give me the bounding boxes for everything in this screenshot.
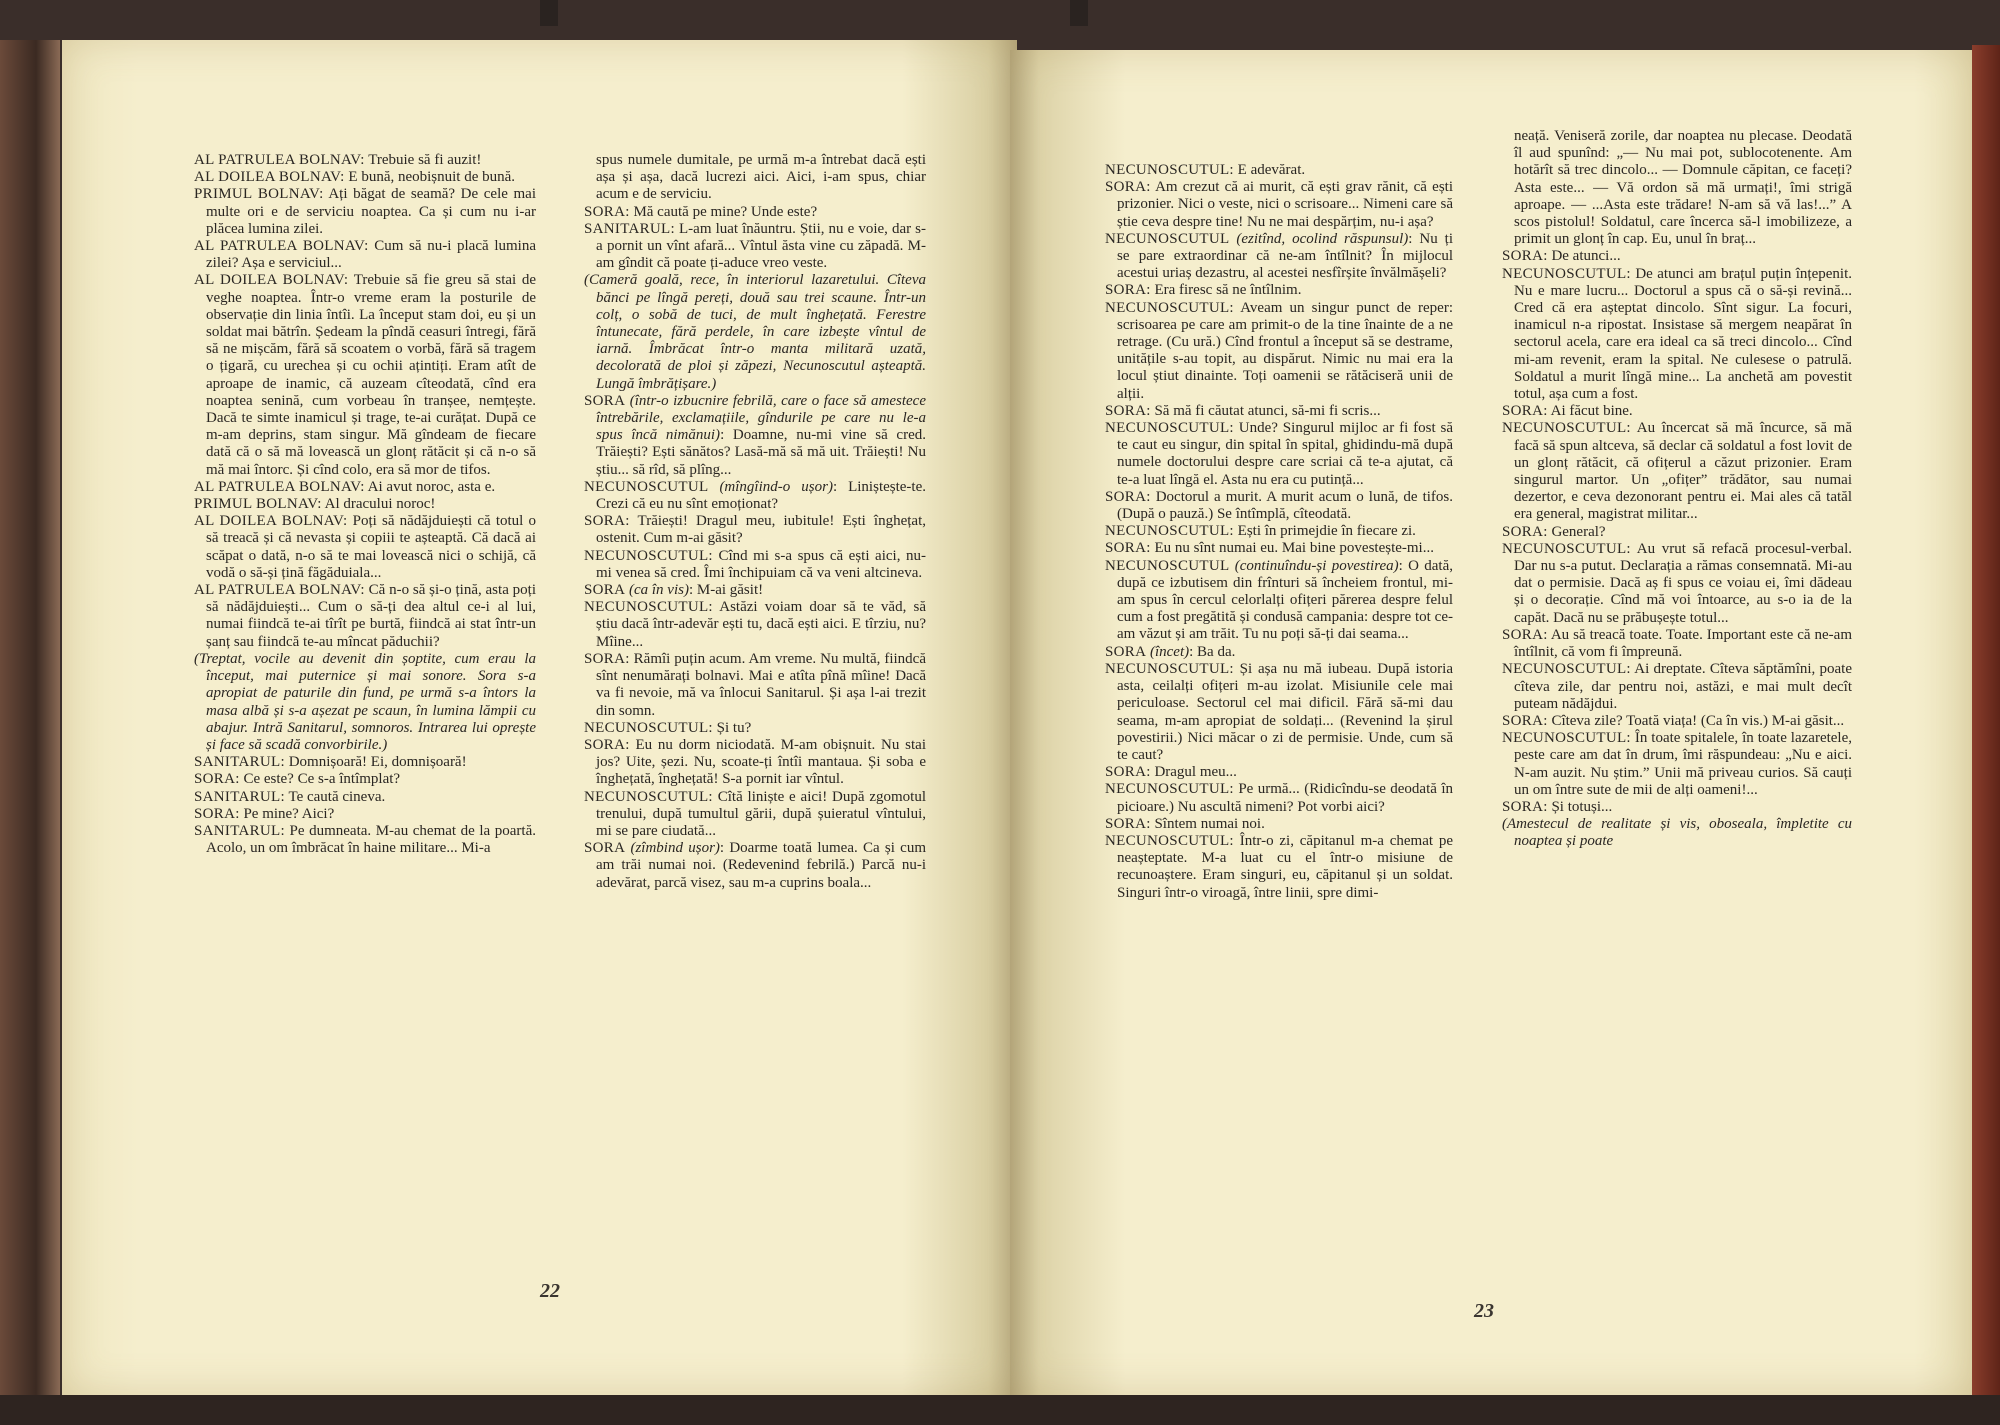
dialogue-line [1105,179,1453,231]
dialogue-text: Te caută cineva. [284,788,386,805]
dialogue-text: Și tu? [712,719,752,736]
speaker-name: SORA: [1502,403,1548,420]
dialogue-line [1105,489,1453,523]
bookmark-ribbon-right [1070,0,1088,26]
speaker-name: SANITARUL: [194,754,285,771]
dialogue-text: : Doamne, nu-mi vine să cred. Trăiești? Ești sănătos? Lasă-mă să mă uit. Trăiești! Nu știu... să rîd, să plîng... [596,427,926,478]
dialogue-line [1105,661,1453,764]
stage-direction: (Cameră goală, rece, în interiorul lazaretului. Cîteva bănci pe lîngă pereți, două sau trei scaune. Într-un colț, o sobă de tuci, de mult înghețată. Ferestre întunecate, fără perdele, în care izbește vîntul de iarnă. Îmbrăcat într-o manta militară uzată, decolorată de ploi și zăpezi, Necunoscutul așteaptă. Lungă îmbrățișare.) [584,272,926,392]
dialogue-text: E adevărat. [1233,162,1306,178]
dialogue-text: Ai dreptate. Cîteva săptămîni, poate cîteva zile, dar pentru noi, astăzi, e mai mult decît puteam nădăjdui. [1514,661,1852,712]
dialogue-line [1502,713,1852,730]
dialogue-line [1502,627,1852,661]
book-cover-left-edge [0,40,60,1425]
dialogue-line [584,599,926,651]
dialogue-text: Cîteva zile? Toată viața! (Ca în vis.) M-ai găsit... [1547,712,1845,729]
book-bottom-edge [0,1395,2000,1425]
dialogue-text: Trebuie să fie greu să stai de veghe noaptea. Într-o vreme eram la posturile de observație din linia întîi. La început stam doi, eu și un soldat mai bătrîn. Ședeam la pîndă ceasuri întregi, fără să ne mișcăm, fără să scoatem o vorbă, fără să tragem o țigară, cu urechea și cu ochii ațintiți. Eram atît de aproape de inamic, că auzeam cîteodată, cînd era noaptea senină, cum vorbeau în tranșee, nemțește. Dacă te simte inamicul și trage, te-ai curățat. După ce m-am deprins, stam singur. Mă gîndeam de fiecare dată că o să mă lovească un glonț rătăcit și că n-o să mă mai întorc. Și cînd colo, era să mor de tifos. [206,272,536,478]
bookmark-ribbon-left [540,0,558,26]
speaker-name: AL PATRULEA BOLNAV: [194,152,365,168]
speaker-name: SORA: [1105,540,1151,557]
dialogue-line [1105,523,1453,540]
speaker-name: NECUNOSCUTUL: [1105,832,1234,849]
dialogue-line [584,651,926,720]
speaker-name: SORA: [1105,488,1151,505]
dialogue-line [584,221,926,273]
dialogue-line [1105,781,1453,815]
dialogue-line [1105,558,1453,644]
dialogue-text: Domnișoară! Ei, domnișoară! [284,754,467,771]
dialogue-text: Ce este? Ce s-a întîmplat? [239,771,401,788]
speaker-name: SORA: [584,650,630,667]
stage-direction: (Treptat, vocile au devenit din șoptite, cum erau la început, mai puternice și mai sonore. Sora s-a apropiat de paturile din fund, pe urmă s-a întors la masa albă și s-a așezat pe scaun, în lumina lămpii cu abajur. Intră Sanitarul, somnoros. Intrarea lui oprește și face să scadă convorbirile.) [194,650,536,753]
inline-stage-direction: (ca în vis) [625,582,689,599]
book-cover-right-edge [1972,45,2000,1425]
dialogue-text: Trăiești! Dragul meu, iubitule! Ești înghețat, ostenit. Cum m-ai găsit? [596,513,926,547]
dialogue-text: : Liniștește-te. Crezi că eu nu sînt emoționat? [596,478,926,513]
inline-stage-direction: (încet) [1146,643,1190,660]
dialogue-text: Eu nu dorm niciodată. M-am obișnuit. Nu stai jos? Uite, șezi. Nu, scoate-ți întîi mantaua. Și soba e înghețată, înghețată! S-a pornit iar vîntul. [596,736,926,788]
dialogue-line [1105,300,1453,403]
dialogue-line [194,238,536,272]
dialogue-text: În toate spitalele, în toate lazaretele, peste care am dat în drum, îmi răspundeau: „Nu e aici. N-am auzit. Nu știm.” Unii mă priveau curios. Să cauți un om între sute de mii de alți oameni!... [1514,730,1852,798]
dialogue-text: : Ba da. [1189,643,1236,660]
dialogue-text: Cînd mi s-a spus că ești aici, nu-mi venea să cred. Îmi închipuiam că va veni altcineva. [596,547,926,581]
dialogue-text: Cum să nu-i placă lumina zilei? Așa e serviciul... [206,238,536,272]
speaker-name: SORA: [1502,712,1548,729]
dialogue-text: Cîtă liniște e aici! După zgomotul trenului, după tumultul gării, după șuieratul vîntului, mi se pare ciudată... [596,788,926,839]
speaker-name: SORA: [1105,764,1151,781]
speaker-name: AL PATRULEA BOLNAV: [194,238,369,255]
speaker-name: SANITARUL: [584,220,675,237]
inline-stage-direction: (într-o izbucnire febrilă, care o face să amestece întrebările, exclamațiile, gîndurile pe care nu le-a spus încă nimănui) [596,392,926,444]
speaker-name: SANITARUL: [194,788,285,805]
speaker-name: AL DOILEA BOLNAV: [194,513,348,530]
speaker-name: SANITARUL: [194,822,285,839]
speaker-name: SORA: [1502,798,1548,815]
dialogue-line [1502,799,1852,816]
dialogue-line [194,272,536,478]
dialogue-text: E bună, neobișnuit de bună. [344,169,516,186]
speaker-name: NECUNOSCUTUL: [1502,540,1631,557]
speaker-name: NECUNOSCUTUL: [1502,420,1631,437]
speaker-name: SORA [584,392,626,409]
dialogue-text: Doctorul a murit. A murit acum o lună, de tifos. (După o pauză.) Se întîmplă, cîteodată. [1117,488,1453,523]
inline-stage-direction: (mîngîind-o ușor) [708,478,833,495]
right-page-column-2 [1502,128,1852,851]
speaker-name: SORA: [194,771,240,788]
dialogue-text: General? [1547,523,1606,540]
dialogue-line [194,479,536,496]
speaker-name: NECUNOSCUTUL [584,478,709,495]
dialogue-text: Unde? Singurul mijloc ar fi fost să te caut eu singur, din spital în spital, ghidindu-mă după numele doctorului despre care scriai că te-a ajutat, că te-a luat lîngă el. Asta nu era cu putință... [1117,420,1453,488]
dialogue-line [1105,540,1453,557]
dialogue-text: : Doarme toată lumea. Ca și cum am trăi numai noi. (Redevenind febrilă.) Parcă nu-i adevărat, parcă visez, sau m-a cuprins boala... [596,840,927,891]
inline-stage-direction: (ezitînd, ocolind răspunsul) [1229,230,1409,247]
speaker-name: AL DOILEA BOLNAV: [194,169,345,186]
speaker-name: NECUNOSCUTUL: [1502,661,1631,678]
dialogue-line [194,754,536,771]
speaker-name: NECUNOSCUTUL: [584,719,713,736]
dialogue-text: : M-ai găsit! [688,582,764,599]
dialogue-line [584,393,926,479]
dialogue-line [194,823,536,857]
dialogue-text: L-am luat înăuntru. Știi, nu e voie, dar s-a pornit un vînt afară... Vîntul ăsta vine cu zăpadă. M-am gîndit că poate ți-aduce vreo veste. [596,220,926,272]
dialogue-line [1105,403,1453,420]
dialogue-line [194,496,536,513]
dialogue-line [584,582,926,599]
dialogue-line [584,479,926,513]
dialogue-text: Ai avut noroc, asta e. [364,478,496,495]
dialogue-line [1502,541,1852,627]
dialogue-line [1105,231,1453,283]
dialogue-line [194,152,536,169]
dialogue-line [1502,266,1852,404]
speaker-name: SORA: [584,203,630,220]
dialogue-text: Sîntem numai noi. [1150,815,1265,832]
speaker-name: NECUNOSCUTUL: [1105,660,1234,677]
dialogue-line [194,771,536,788]
dialogue-text: Dragul meu... [1150,764,1237,781]
dialogue-text: Aveam un singur punct de reper: scrisoarea pe care am primit-o de la tine înainte de a ne retrage. (Cu ură.) Cînd frontul a început să se destrame, unitățile s-au topit, au dispărut. Nimic nu mai era la locul știut dinainte. Toți oamenii se rătăciseră unii de alții. [1117,299,1453,402]
speaker-name: NECUNOSCUTUL: [1502,730,1631,747]
speaker-name: SORA: [194,805,240,822]
dialogue-text: De atunci... [1547,248,1621,265]
dialogue-line [1502,524,1852,541]
speaker-name: SORA: [1502,626,1548,643]
dialogue-text: Ai făcut bine. [1547,403,1633,420]
dialogue-text: Pe urmă... (Ridicîndu-se deodată în picioare.) Nu ascultă nimeni? Pot vorbi aici? [1117,781,1453,815]
speaker-name: PRIMUL BOLNAV: [194,496,322,513]
speaker-name: NECUNOSCUTUL: [1105,299,1234,316]
dialogue-text: : Nu ți se pare extraordinar că ne-am întîlnit? În mijlocul acestui uriaș dezastru, al acestei nesfîrșite învălmășeli? [1117,230,1453,282]
speaker-name: NECUNOSCUTUL: [584,788,713,805]
right-page-column-1 [1105,162,1453,902]
dialogue-line [1105,764,1453,781]
page-number-right: 23 [1474,1300,1494,1322]
dialogue-line [194,186,536,238]
left-page-column-1 [194,152,536,857]
dialogue-line [1502,661,1852,713]
speaker-name: NECUNOSCUTUL: [584,547,713,564]
dialogue-line [584,789,926,841]
dialogue-line [584,840,926,892]
speaker-name: NECUNOSCUTUL: [1105,781,1234,798]
right-page [1010,50,1972,1395]
dialogue-line [1105,833,1453,902]
dialogue-text: Pe dumneata. M-au chemat de la poartă. Acolo, un om îmbrăcat în haine militare... Mi-a [206,822,536,857]
dialogue-text: Au să treacă toate. Toate. Important este că ne-am întîlnit, că vom fi împreună. [1514,626,1852,661]
speaker-name: SORA: [1105,402,1151,419]
speaker-name: SORA: [1502,523,1548,540]
dialogue-text: Era firesc să ne întîlnim. [1150,282,1302,299]
dialogue-text: Ești în primejdie în fiecare zi. [1233,523,1416,540]
stage-direction: (Amestecul de realitate și vis, oboseala, împletite cu noaptea și poate [1502,816,1852,850]
dialogue-text: Astăzi voiam doar să te văd, să știu dacă într-adevăr ești tu, dacă ești aici. E tîrziu, nu? Mîine... [596,599,926,650]
page-number-left: 22 [540,1280,560,1302]
speaker-name: NECUNOSCUTUL: [584,599,713,616]
dialogue-text: Și așa nu mă iubeau. După istoria asta, ceilalți ofițeri m-au izolat. Misiunile cele mai periculoase. Sectorul cel mai dificil. Fără să-mi dau seama, m-am apropiat de soldați... (Revenind la șirul povestirii.) Nici măcar o zi de permisie. Unde, cum să te caut? [1117,660,1453,763]
dialogue-text: spus numele dumitale, pe urmă m-a întrebat dacă ești așa și așa, dacă lucrezi aici. Aici, i-am spus, chiar acum e de serviciu. [596,152,926,203]
dialogue-line [1105,282,1453,299]
speaker-name: AL PATRULEA BOLNAV: [194,478,365,495]
speaker-name: NECUNOSCUTUL: [1105,420,1234,437]
left-page-column-2 [584,152,926,892]
left-page [62,40,1017,1395]
dialogue-text: Rămîi puțin acum. Am vreme. Nu multă, fiindcă sînt nenumărați bolnavi. Mai e atîta pînă mîine! Dacă va fi nevoie, mă va înlocui Sanitarul. Și așa l-ai trezit din somn. [596,650,926,719]
dialogue-text: Mă caută pe mine? Unde este? [629,203,818,220]
speaker-name: SORA: [1105,282,1151,299]
speaker-name: SORA: [584,736,630,753]
speaker-name: SORA [584,582,626,599]
dialogue-text: Pe mine? Aici? [239,805,335,822]
speaker-name: AL PATRULEA BOLNAV: [194,582,365,599]
speaker-name: NECUNOSCUTUL [1105,557,1230,574]
dialogue-text: Eu nu sînt numai eu. Mai bine povestește-mi... [1150,540,1434,557]
dialogue-line [194,806,536,823]
dialogue-text: Și totuși... [1547,798,1613,815]
dialogue-line [194,513,536,582]
speaker-name: SORA: [1502,248,1548,265]
dialogue-line [1105,644,1453,661]
dialogue-line [584,548,926,582]
dialogue-text: Am crezut că ai murit, că ești grav rănit, că ești prizonier. Nici o veste, nici o scrisoare... Nimeni care să știe ceva despre tine! Nu ne mai despărțim, nu-i așa? [1117,179,1453,230]
speaker-name: NECUNOSCUTUL [1105,230,1230,247]
dialogue-line [1502,420,1852,523]
dialogue-text: Trebuie să fi auzit! [364,152,482,168]
speaker-name: NECUNOSCUTUL: [1105,162,1234,178]
speaker-name: AL DOILEA BOLNAV: [194,272,349,289]
dialogue-text: Al dracului noroc! [321,496,436,513]
dialogue-text: Ați băgat de seamă? De cele mai multe ori e de serviciu noaptea. Ca și cum nu i-ar plăcea lumina zilei. [206,186,536,237]
speaker-name: NECUNOSCUTUL: [1502,265,1631,282]
dialogue-text: Poți să nădăjduiești că totul o să treacă și că nevasta și copiii te așteaptă. Că dacă ai scăpat o dată, n-o să te mai lovească nici o schijă, că vodă o să-și țină făgăduiala... [206,513,536,581]
speaker-name: SORA [584,840,626,857]
dialogue-line [584,720,926,737]
dialogue-text: De atunci am brațul puțin înțepenit. Nu e mare lucru... Doctorul a spus că o să-și revină... Cred că era așteptat dincolo. Sînt sigur. La focuri, inamicul n-a ripostat. Insistase să mergem neapărat în sectorul acela, care era ideal ca să treci dincolo... Cînd mi-am revenit, eram la spital. Ne culesese o patrulă. Soldatul a murit lîngă mine... La anchetă am povestit totul, așa cum a fost. [1514,265,1852,403]
dialogue-text: : O dată, după ce izbutisem din frînturi să încheiem frontul, mi-am spus în cercul celorlalți ofițeri părerea despre felul cum a fost pregătită și condusă campania: despre tot ce-am văzut și am trăit. Tu nu poți să-ți dai seama... [1117,557,1453,643]
dialogue-line [194,169,536,186]
dialogue-line [1502,730,1852,799]
speaker-name: PRIMUL BOLNAV: [194,186,324,203]
dialogue-text: Au vrut să refacă procesul-verbal. Dar nu s-a putut. Declarația a rămas consemnată. Mi-au dat o permisie. Dacă aș fi spus ce voiau ei, îmi dădeau și o decorație. Cînd mă voi întoarce, au s-o ia de la capăt. Dacă nu se prăbușește totul... [1514,540,1852,626]
speaker-name: SORA: [1105,815,1151,832]
dialogue-line [584,152,926,204]
dialogue-line [1502,128,1852,248]
dialogue-line [194,789,536,806]
inline-stage-direction: (continuîndu-și povestirea) [1229,557,1399,574]
speaker-name: SORA: [1105,179,1151,196]
dialogue-line [1105,162,1453,179]
dialogue-text: Au încercat să mă încurce, să mă facă să spun altceva, să declar că soldatul a fost lovit de un glonț rătăcit, că ofițerul a căzut prizonier. Eram singurul martor. Un „ofițer” trădător, sau numai dezertor, e ceva dezonorant pentru ei. Mai ales că tatăl era general, magistrat militar... [1514,420,1852,523]
dialogue-text: neață. Veniseră zorile, dar noaptea nu plecase. Deodată îl aud spunînd: „— Nu mai pot, sublocotenente. Am hotărît să trec dincolo... — Domnule căpitan, ce faceți? Asta este... — Vă ordon să mă urmați!, îmi strigă aproape. — ...Asta este trădare! N-am să vă las!...” A scos pistolul! Soldatul, care încerca să-l imobilizeze, a primit un glonț în cap. Eu, unul în braț... [1514,128,1852,248]
dialogue-line [584,513,926,547]
dialogue-text: Că n-o să și-o țină, asta poți să nădăjduiești... Cum o să-ți dea altul ce-i al lui, numai fiindcă te-ai tîrît pe burtă, fiindcă ai stat într-un șanț sau fiindcă te-au mîncat păduchii? [206,582,536,650]
dialogue-line [194,582,536,651]
dialogue-line [1502,403,1852,420]
dialogue-line [584,737,926,789]
speaker-name: SORA: [584,513,630,530]
dialogue-text: Să mă fi căutat atunci, să-mi fi scris... [1150,402,1381,419]
dialogue-text: Într-o zi, căpitanul m-a chemat pe neașteptate. M-a luat cu el într-o misiune de recunoaștere. Eram singuri, eu, căpitanul și un soldat. Singuri într-o viroagă, între linii, spre dimi- [1117,832,1453,901]
inline-stage-direction: (zîmbind ușor) [625,840,720,857]
dialogue-line [1105,816,1453,833]
speaker-name: NECUNOSCUTUL: [1105,523,1234,540]
dialogue-line [584,204,926,221]
dialogue-line [1502,248,1852,265]
speaker-name: SORA [1105,643,1147,660]
dialogue-line [1105,420,1453,489]
